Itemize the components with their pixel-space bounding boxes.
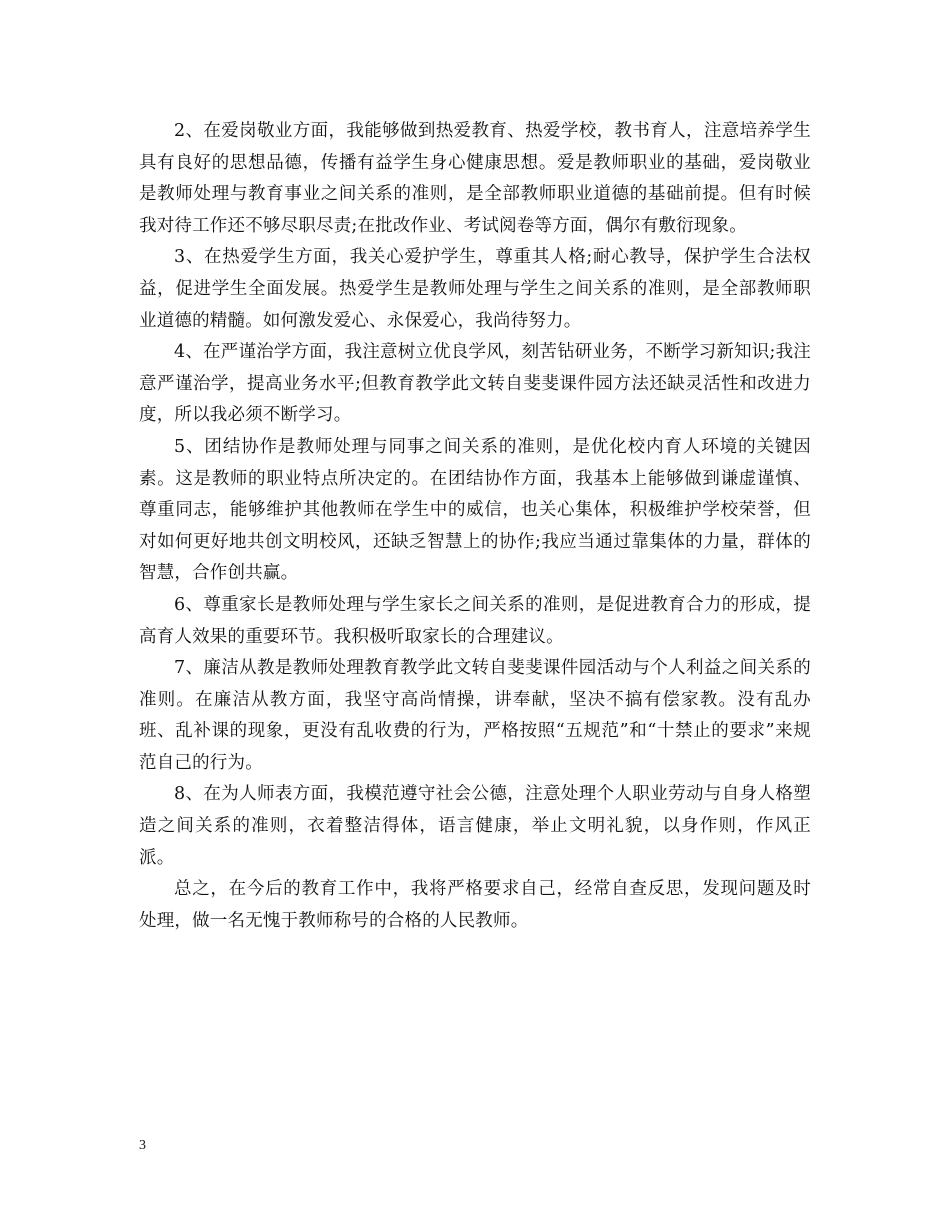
paragraph-caring-for-students: 3、在热爱学生方面，我关心爱护学生，尊重其人格;耐心教导，保护学生合法权益，促进学生全面发展。热爱学生是教师处理与学生之间关系的准则，是全部教师职业道德的精髓。如何激发爱心、永保爱心，我尚待努力。 [139,247,811,331]
paragraph-respecting-parents: 6、尊重家长是教师处理与学生家长之间关系的准则，是促进教育合力的形成，提高育人效果的重要环节。我积极听取家长的合理建议。 [139,594,811,647]
paragraph-teamwork: 5、团结协作是教师处理与同事之间关系的准则，是优化校内育人环境的关键因素。这是教师的职业特点所决定的。在团结协作方面，我基本上能够做到谦虚谨慎、尊重同志，能够维护其他教师在学生中的威信，也关心集体，积极维护学校荣誉，但对如何更好地共创文明校风，还缺乏智慧上的协作;我应当通过靠集体的力量，群体的智慧，合作创共赢。 [139,436,811,584]
page-number: 3 [139,1138,146,1153]
paragraph-rigorous-scholarship: 4、在严谨治学方面，我注意树立优良学风，刻苦钻研业务，不断学习新知识;我注意严谨治学，提高业务水平;但教育教学此文转自斐斐课件园方法还缺灵活性和改进力度，所以我必须不断学习。 [139,342,811,426]
paragraph-conclusion: 总之，在今后的教育工作中，我将严格要求自己，经常自查反思，发现问题及时处理，做一名无愧于教师称号的合格的人民教师。 [139,879,811,931]
document-body [139,116,811,937]
paragraph-professional-dedication: 2、在爱岗敬业方面，我能够做到热爱教育、热爱学校，教书育人，注意培养学生具有良好的思想品德，传播有益学生身心健康思想。爱是教师职业的基础，爱岗敬业是教师处理与教育事业之间关系的准则，是全部教师职业道德的基础前提。但有时候我对待工作还不够尽职尽责;在批改作业、考试阅卷等方面，偶尔有敷衍现象。 [139,121,811,236]
paragraph-integrity: 7、廉洁从教是教师处理教育教学此文转自斐斐课件园活动与个人利益之间关系的准则。在廉洁从教方面，我坚守高尚情操，讲奉献，坚决不搞有偿家教。没有乱办班、乱补课的现象，更没有乱收费的行为，严格按照“五规范”和“十禁止的要求”来规范自己的行为。 [139,658,811,773]
paragraph-role-model: 8、在为人师表方面，我模范遵守社会公德，注意处理个人职业劳动与自身人格塑造之间关系的准则，衣着整洁得体，语言健康，举止文明礼貌，以身作则，作风正派。 [139,784,811,868]
